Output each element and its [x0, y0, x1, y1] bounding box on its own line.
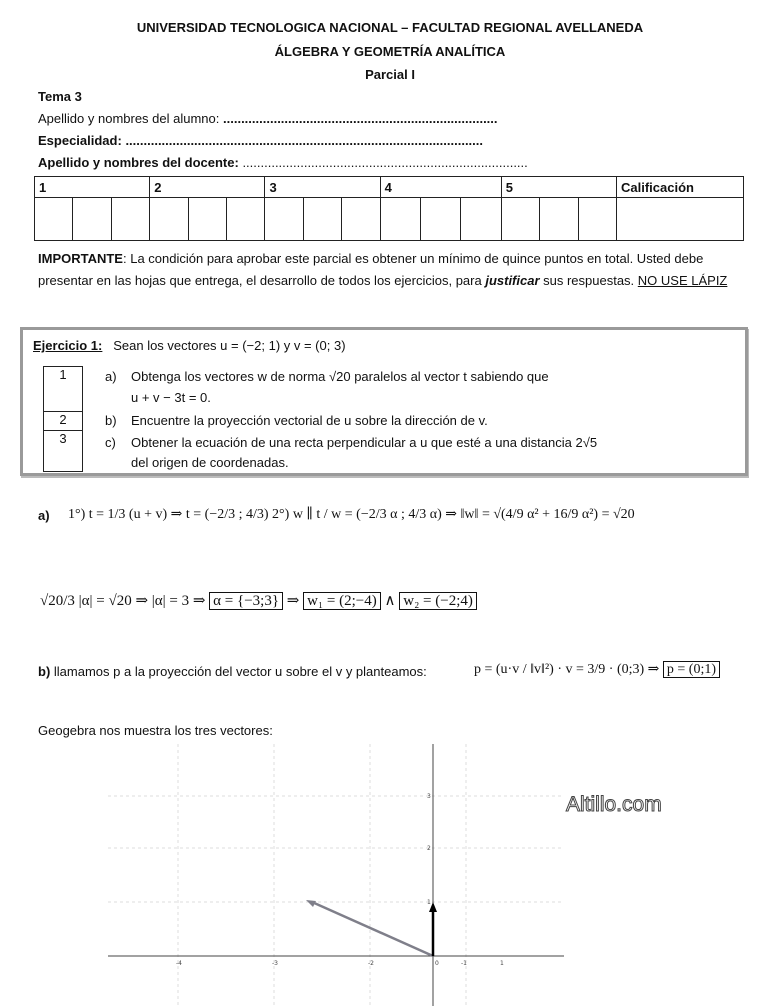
y-tick-label: 1	[427, 899, 431, 906]
points-a: 1	[44, 367, 82, 412]
grade-cell	[342, 198, 380, 241]
x-tick-label: -2	[368, 960, 374, 967]
grade-cell	[265, 198, 303, 241]
points-c: 3	[59, 431, 67, 446]
grades-empty-row	[35, 198, 744, 241]
grade-cell	[617, 198, 744, 241]
tema-label: Tema 3	[38, 89, 82, 104]
grade-cell	[421, 198, 461, 241]
points-box	[43, 366, 83, 472]
grade-col-1: 1	[35, 177, 150, 198]
solution-b-formula: p = (u·v / ‖v‖²) · v = 3/9 · (0;3) ⇒	[474, 662, 660, 677]
solution-a-line-1: 1°) t = 1/3 (u + v) ⇒ t = (−2/3 ; 4/3) 2°) w ∥ t / w = (−2/3 α ; 4/3 α) ⇒ ‖w‖ = √(4/9 α² + 16/9 α²) = √20	[68, 507, 635, 522]
alumno-line	[38, 111, 498, 126]
grade-cell	[188, 198, 226, 241]
especialidad-dots: ...................................................................................................	[125, 133, 484, 148]
item-a-text: Obtenga los vectores w de norma √20 paralelos al vector t sabiendo que	[131, 369, 549, 384]
item-c-text: Obtener la ecuación de una recta perpendicular a u que esté a una distancia 2√5	[131, 435, 598, 450]
solution-a-alpha: α = {−3;3}	[209, 592, 283, 610]
alumno-dots: ............................................................................	[223, 111, 498, 126]
especialidad-line	[38, 133, 483, 148]
item-a-text-2: u + v − 3t = 0.	[131, 390, 211, 405]
grade-col-5: 5	[501, 177, 616, 198]
solution-b-text: llamamos p a la proyección del vector u sobre el v y planteamos:	[53, 664, 427, 679]
exercise-statement: Sean los vectores u = (−2; 1) y v = (0; 3)	[113, 338, 346, 353]
subject-title: ÁLGEBRA Y GEOMETRÍA ANALÍTICA	[274, 44, 506, 59]
grade-cell	[461, 198, 501, 241]
x-tick-label: -3	[272, 960, 278, 967]
grades-table	[34, 176, 744, 241]
solution-b-result: p = (0;1)	[663, 661, 720, 678]
item-a-letter: a)	[105, 369, 117, 384]
solution-b-label: b)	[38, 664, 51, 679]
exam-title: Parcial I	[365, 67, 415, 82]
grade-cell	[380, 198, 420, 241]
solution-a-alpha-eq: √20/3 |α| = √20 ⇒ |α| = 3 ⇒	[40, 593, 206, 609]
vector-u-arrowhead	[306, 900, 316, 907]
notice-text-2: sus respuestas.	[539, 273, 638, 288]
grade-col-3: 3	[265, 177, 380, 198]
docente-line	[38, 155, 528, 170]
notice-no-pencil: NO USE LÁPIZ	[637, 273, 728, 288]
grade-cell	[303, 198, 341, 241]
item-c-text-2: del origen de coordenadas.	[131, 455, 289, 470]
solution-a-label: a)	[38, 508, 50, 523]
solution-a-w2: w₂ = (−2;4)	[399, 592, 477, 610]
solution-b-formula-line	[474, 661, 720, 678]
exercise-title: Ejercicio 1:	[33, 338, 103, 353]
docente-label: Apellido y nombres del docente:	[38, 155, 239, 170]
especialidad-label: Especialidad:	[38, 133, 122, 148]
grade-col-total: Calificación	[617, 177, 744, 198]
solution-a-line-2: √20/3 |α| = √20 ⇒ |α| = 3 ⇒ α = {−3;3} ⇒ w₁ = (2;−4) ∧ w₂ = (−2;4)	[40, 591, 477, 610]
item-b-letter: b)	[105, 413, 117, 428]
item-b-text: Encuentre la proyección vectorial de u sobre la dirección de v.	[131, 413, 488, 428]
x-tick-label: -1	[461, 960, 467, 967]
notice-justify: justificar	[485, 273, 540, 288]
y-tick-label: 2	[427, 845, 431, 852]
points-b: 2	[44, 412, 82, 431]
exercise-box	[20, 327, 748, 476]
grade-col-2: 2	[150, 177, 265, 198]
x-tick-label: -4	[176, 960, 182, 967]
geogebra-graph	[108, 744, 564, 1006]
grade-cell	[111, 198, 149, 241]
grade-cell	[150, 198, 188, 241]
geogebra-caption: Geogebra nos muestra los tres vectores:	[38, 723, 273, 738]
grade-cell	[540, 198, 578, 241]
grade-cell	[73, 198, 111, 241]
x-tick-label: 0	[435, 960, 439, 967]
watermark-logo: Altillo.com	[566, 793, 662, 816]
grade-cell	[227, 198, 265, 241]
grade-cell	[578, 198, 616, 241]
vector-u	[312, 902, 433, 956]
y-tick-label: 3	[427, 793, 431, 800]
grades-header-row	[35, 177, 744, 198]
x-tick-label: 1	[500, 960, 504, 967]
item-c-letter: c)	[105, 435, 116, 450]
university-title: UNIVERSIDAD TECNOLOGICA NACIONAL – FACULTAD REGIONAL AVELLANEDA	[136, 20, 644, 35]
grade-cell	[501, 198, 539, 241]
alumno-label: Apellido y nombres del alumno:	[38, 111, 220, 126]
important-label: IMPORTANTE	[38, 251, 123, 266]
solution-a-w1: w₁ = (2;−4)	[303, 592, 381, 610]
docente-dots: ...............................................................................	[242, 155, 528, 170]
important-notice	[38, 248, 738, 292]
exercise-heading	[33, 338, 346, 353]
notice-text-1: : La condición para aprobar este parcial es obtener un mínimo de quince puntos en total. Usted debe presentar en las hojas que entrega, el desarrollo de todos los ejercicios, para	[38, 251, 704, 288]
solution-b-line	[38, 664, 427, 679]
grade-cell	[35, 198, 73, 241]
grade-col-4: 4	[380, 177, 501, 198]
